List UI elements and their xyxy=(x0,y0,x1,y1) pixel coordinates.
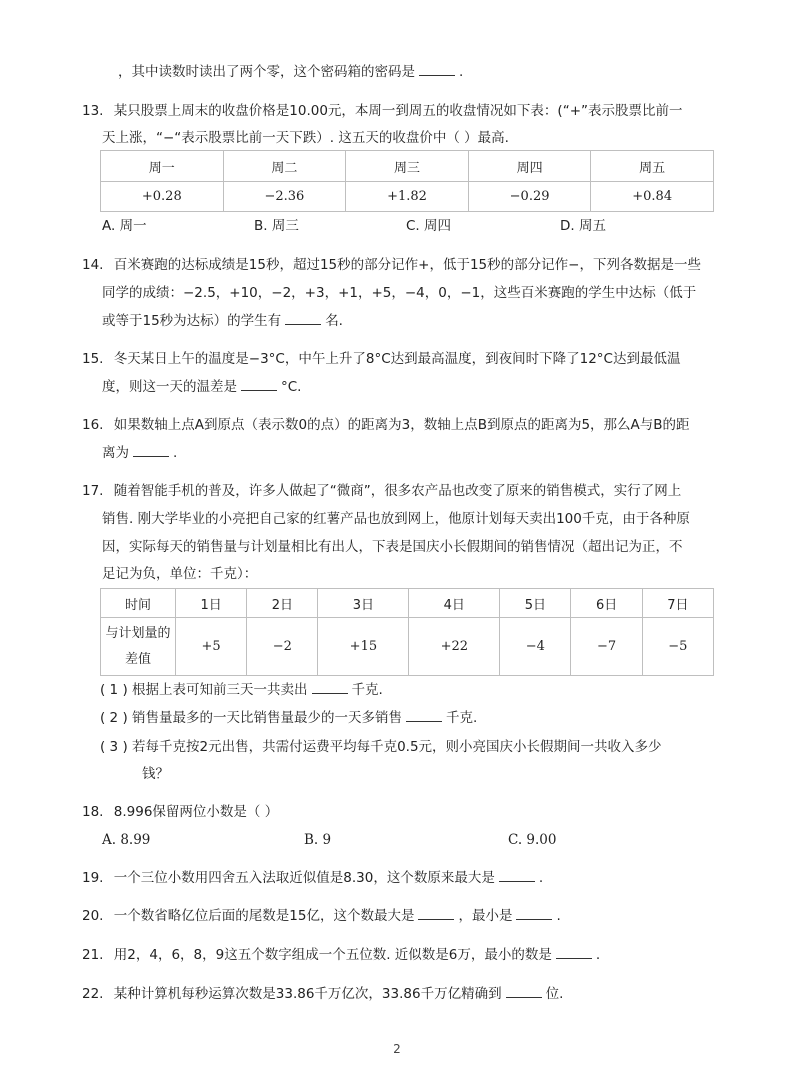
question-number: 20. xyxy=(82,908,104,924)
table-cell: 周二 xyxy=(223,151,346,182)
answer-blank[interactable] xyxy=(418,907,454,920)
question-number: 19. xyxy=(82,870,104,886)
table-cell: +15 xyxy=(318,618,409,676)
question-number: 22. xyxy=(82,986,104,1002)
table-cell: 7日 xyxy=(642,589,713,618)
table-cell: 周三 xyxy=(346,151,469,182)
table-header-row xyxy=(101,151,714,182)
question-21: 21. 用2，4，6，8，9这五个数字组成一个五位数. 近似数是6万，最小的数是 . xyxy=(82,947,601,963)
question-number: 21. xyxy=(82,947,104,963)
answer-blank[interactable] xyxy=(516,907,552,920)
sales-difference-table xyxy=(100,588,714,676)
question-number: 17. xyxy=(82,483,104,499)
table-cell: +5 xyxy=(176,618,247,676)
question-16-line-2: 离为 . xyxy=(102,445,178,461)
table-cell: 4日 xyxy=(409,589,500,618)
table-cell: −2 xyxy=(247,618,318,676)
table-cell: 周一 xyxy=(101,151,224,182)
stock-price-table xyxy=(100,150,714,212)
question-number: 16. xyxy=(82,417,104,433)
answer-blank[interactable] xyxy=(419,63,455,76)
sub-question-2: ( 2 ) 销售量最多的一天比销售量最少的一天多销售 千克. xyxy=(100,710,478,726)
table-cell: 3日 xyxy=(318,589,409,618)
question-text: 随着智能手机的普及，许多人做起了“微商”，很多农产品也改变了原来的销售模式，实行了网上 xyxy=(113,483,682,499)
table-row xyxy=(101,618,714,676)
question-17-line-4: 足记为负，单位：千克）： xyxy=(102,566,258,582)
sub-question-3-line-1: ( 3 ) 若每千克按2元出售，共需付运费平均每千克0.5元，则小亮国庆小长假期间一共收入多少 xyxy=(100,739,662,755)
table-cell: −2.36 xyxy=(223,182,346,212)
table-cell: 6日 xyxy=(571,589,642,618)
question-18-line-1 xyxy=(82,802,278,822)
table-cell: 1日 xyxy=(176,589,247,618)
answer-blank[interactable] xyxy=(499,869,535,882)
table-cell: +0.28 xyxy=(101,182,224,212)
question-number: 15. xyxy=(82,351,104,367)
table-cell: 5日 xyxy=(500,589,571,618)
option-b[interactable]: B. 9 xyxy=(304,832,332,848)
table-cell: 与计划量的 差值 xyxy=(101,618,176,676)
question-19: 19. 一个三位小数用四舍五入法取近似值是8.30，这个数原来最大是 . xyxy=(82,870,544,886)
question-number: 14. xyxy=(82,257,104,273)
question-15-line-2: 度，则这一天的温差是 °C. xyxy=(102,379,302,395)
option-a[interactable]: A. 周一 xyxy=(102,218,147,234)
sub-question-1: ( 1 ) 根据上表可知前三天一共卖出 千克. xyxy=(100,682,383,698)
answer-blank[interactable] xyxy=(285,312,321,325)
option-d[interactable]: D. 周五 xyxy=(560,218,606,234)
question-number: 18. xyxy=(82,804,104,820)
fragment-text: ，其中读数时读出了两个零，这个密码箱的密码是 xyxy=(118,64,415,80)
table-cell: 周四 xyxy=(468,151,591,182)
question-14-line-3: 或等于15秒为达标）的学生有 名. xyxy=(102,313,343,329)
question-14-line-2: 同学的成绩：−2.5，+10，−2，+3，+1，+5，−4，0，−1，这些百米赛跑的学生中达标（低于 xyxy=(102,285,697,301)
option-c[interactable]: C. 周四 xyxy=(406,218,452,234)
previous-question-fragment: ，其中读数时读出了两个零，这个密码箱的密码是 . xyxy=(118,64,464,80)
question-17-line-2: 销售. 刚大学毕业的小亮把自己家的红薯产品也放到网上，他原计划每天卖出100千克，由于各种原 xyxy=(102,511,690,527)
option-b[interactable]: B. 周三 xyxy=(254,218,299,234)
answer-blank[interactable] xyxy=(312,681,348,694)
table-cell: 2日 xyxy=(247,589,318,618)
answer-blank[interactable] xyxy=(406,709,442,722)
option-a[interactable]: A. 8.99 xyxy=(102,832,151,848)
sub-question-3-line-2: 钱？ xyxy=(142,766,169,782)
answer-blank[interactable] xyxy=(506,985,542,998)
table-cell: 周五 xyxy=(591,151,714,182)
table-cell: 时间 xyxy=(101,589,176,618)
table-cell: −7 xyxy=(571,618,642,676)
table-cell: +1.82 xyxy=(346,182,469,212)
answer-blank[interactable] xyxy=(241,378,277,391)
table-cell: −4 xyxy=(500,618,571,676)
table-header-row xyxy=(101,589,714,618)
question-number: 13. xyxy=(82,103,104,119)
question-22: 22. 某种计算机每秒运算次数是33.86千万亿次，33.86千万亿精确到 位. xyxy=(82,986,564,1002)
question-text: 百米赛跑的达标成绩是15秒，超过15秒的部分记作+，低于15秒的部分记作−，下列各数据是一些 xyxy=(113,257,701,273)
question-text: 某只股票上周末的收盘价格是10.00元，本周一到周五的收盘情况如下表：(“+”表示股票比前一 xyxy=(113,103,683,119)
question-17-line-1 xyxy=(82,481,681,501)
table-cell: +0.84 xyxy=(591,182,714,212)
question-14-line-1 xyxy=(82,255,701,275)
question-16-line-1 xyxy=(82,415,690,435)
question-13-line-1 xyxy=(82,101,683,121)
answer-blank[interactable] xyxy=(556,946,592,959)
question-13-line-2: 天上涨，“−“表示股票比前一天下跌）. 这五天的收盘价中（ ）最高. xyxy=(102,130,509,146)
question-text: 如果数轴上点A到原点（表示数0的点）的距离为3，数轴上点B到原点的距离为5，那么A与B的距 xyxy=(113,417,690,433)
answer-blank[interactable] xyxy=(133,444,169,457)
question-text: 8.996保留两位小数是（ ） xyxy=(113,804,279,820)
question-17-line-3: 因，实际每天的销售量与计划量相比有出人，下表是国庆小长假期间的销售情况（超出记为正，不 xyxy=(102,539,683,555)
question-20: 20. 一个数省略亿位后面的尾数是15亿，这个数最大是 ，最小是 . xyxy=(82,908,561,924)
page-number: 2 xyxy=(393,1042,401,1056)
table-cell: +22 xyxy=(409,618,500,676)
table-row xyxy=(101,182,714,212)
table-cell: −5 xyxy=(642,618,713,676)
question-text: 冬天某日上午的温度是−3°C，中午上升了8°C达到最高温度，到夜间时下降了12°C达到最低温 xyxy=(113,351,681,367)
option-c[interactable]: C. 9.00 xyxy=(508,832,557,848)
table-cell: −0.29 xyxy=(468,182,591,212)
question-15-line-1 xyxy=(82,349,680,369)
